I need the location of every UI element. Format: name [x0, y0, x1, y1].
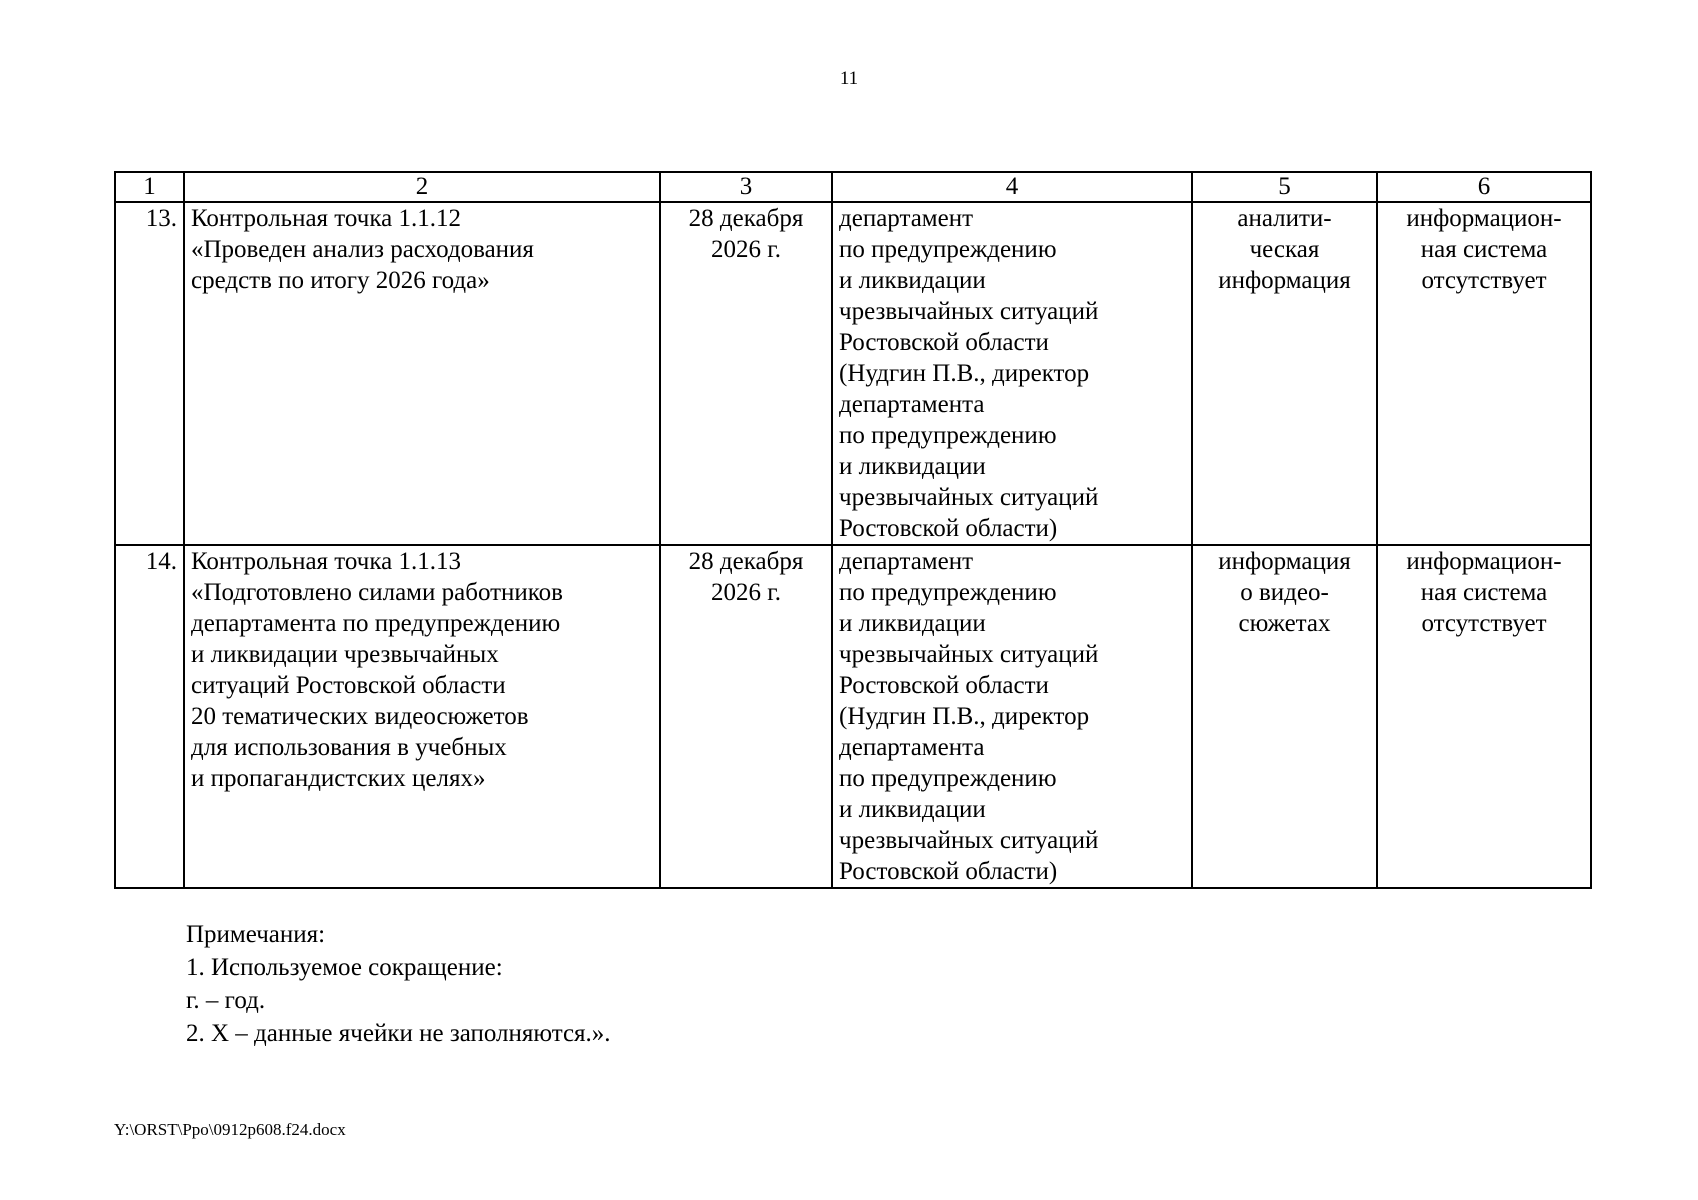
table-row [115, 545, 1591, 888]
note-line: г. – год. [186, 987, 266, 1014]
event-cell: Контрольная точка 1.1.12 «Проведен анализ расходования средств по итогу 2026 года» [184, 202, 660, 545]
notes-block [186, 918, 611, 1050]
note-line: 2. Х – данные ячейки не заполняются.». [186, 1020, 611, 1047]
system-cell: информацион- ная система отсутствует [1377, 202, 1591, 545]
document-cell: аналити- ческая информация [1192, 202, 1377, 545]
table-header-cell: 1 [115, 172, 184, 202]
footer-file-path: Y:\ORST\Ppo\0912p608.f24.docx [114, 1120, 346, 1139]
system-cell: информацион- ная система отсутствует [1377, 545, 1591, 888]
date-cell: 28 декабря 2026 г. [660, 202, 832, 545]
table-header-cell: 3 [660, 172, 832, 202]
responsible-cell: департамент по предупреждению и ликвидации чрезвычайных ситуаций Ростовской области (Нудгин П.В., директор департамента по предупреждению и ликвидации чрезвычайных ситуаций Ростовской области) [832, 545, 1192, 888]
table-header-cell: 6 [1377, 172, 1591, 202]
table-header-cell: 2 [184, 172, 660, 202]
responsible-cell: департамент по предупреждению и ликвидации чрезвычайных ситуаций Ростовской области (Нудгин П.В., директор департамента по предупреждению и ликвидации чрезвычайных ситуаций Ростовской области) [832, 202, 1192, 545]
table-row [115, 202, 1591, 545]
document-cell: информация о видео- сюжетах [1192, 545, 1377, 888]
notes-title: Примечания: [186, 921, 326, 948]
event-cell: Контрольная точка 1.1.13 «Подготовлено силами работников департамента по предупреждению и ликвидации чрезвычайных ситуаций Ростовской области 20 тематических видеосюжетов для использования в учебных и пропагандистских целях» [184, 545, 660, 888]
row-number-cell: 13. [115, 202, 184, 545]
table-header-cell: 4 [832, 172, 1192, 202]
row-number-cell: 14. [115, 545, 184, 888]
table-header-row [115, 172, 1591, 202]
note-line: 1. Используемое сокращение: [186, 954, 503, 981]
control-points-table [114, 171, 1592, 889]
page-number: 11 [839, 68, 859, 89]
table-header-cell: 5 [1192, 172, 1377, 202]
date-cell: 28 декабря 2026 г. [660, 545, 832, 888]
